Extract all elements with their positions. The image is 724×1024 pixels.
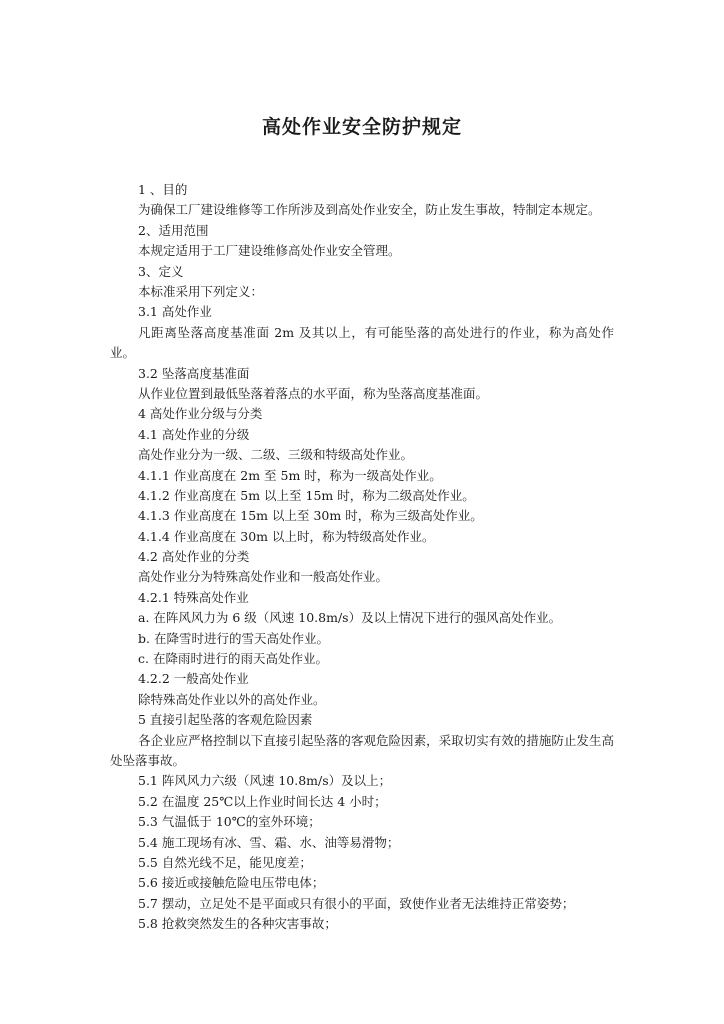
paragraph-line: 4.1.4 作业高度在 30m 以上时，称为特级高处作业。: [138, 528, 435, 544]
paragraph-line: 本标准采用下列定义：: [138, 283, 264, 299]
paragraph-line: 为确保工厂建设维修等工作所涉及到高处作业安全，防止发生事故，特制定本规定。: [138, 202, 601, 218]
paragraph-line: 4.1.2 作业高度在 5m 以上至 15m 时，称为二级高处作业。: [138, 487, 475, 503]
paragraph-line: 5 直接引起坠落的客观危险因素: [138, 712, 313, 728]
paragraph-line: 4.1 高处作业的分级: [138, 426, 250, 442]
paragraph-line: 4.2.1 特殊高处作业: [138, 589, 249, 605]
paragraph-line: 2、适用范围: [138, 222, 209, 238]
paragraph-line: c. 在降雨时进行的雨天高处作业。: [138, 651, 328, 667]
paragraph-line: 高处作业分为特殊高处作业和一般高处作业。: [138, 569, 389, 585]
document-body: [110, 180, 616, 935]
paragraph-line: 3.1 高处作业: [138, 304, 212, 320]
paragraph-line: a. 在阵风风力为 6 级（风速 10.8m/s）及以上情况下进行的强风高处作业。: [138, 610, 562, 626]
paragraph-line: 5.8 抢救突然发生的各种灾害事故；: [138, 916, 337, 932]
paragraph-line: 3、定义: [138, 263, 184, 279]
paragraph-line: 3.2 坠落高度基准面: [138, 365, 250, 381]
paragraph-line: 5.7 摆动，立足处不是平面或只有很小的平面，致使作业者无法维持正常姿势；: [138, 895, 575, 911]
paragraph-line: 4 高处作业分级与分类: [138, 406, 263, 422]
paragraph-line: 本规定适用于工厂建设维修高处作业安全管理。: [138, 243, 401, 259]
paragraph-line: 从作业位置到最低坠落着落点的水平面，称为坠落高度基准面。: [138, 385, 489, 401]
document-title: 高处作业安全防护规定: [261, 116, 462, 138]
paragraph-line: 4.1.3 作业高度在 15m 以上至 30m 时，称为三级高处作业。: [138, 508, 483, 524]
paragraph-line: 5.3 气温低于 10℃的室外环境；: [138, 814, 321, 830]
paragraph-line: 4.2.2 一般高处作业: [138, 671, 249, 687]
paragraph-line: 除特殊高处作业以外的高处作业。: [138, 691, 326, 707]
paragraph-line: b. 在降雪时进行的雪天高处作业。: [138, 630, 329, 646]
paragraph-line: 5.2 在温度 25℃以上作业时间长达 4 小时；: [138, 793, 387, 809]
paragraph-line: 5.1 阵风风力六级（风速 10.8m/s）及以上；: [138, 773, 392, 789]
paragraph-line: 高处作业分为一级、二级、三级和特级高处作业。: [138, 447, 414, 463]
paragraph-line: 5.4 施工现场有冰、雪、霜、水、油等易滑物；: [138, 834, 400, 850]
paragraph-line: 5.6 接近或接触危险电压带电体；: [138, 875, 325, 891]
paragraph-line: 4.1.1 作业高度在 2m 至 5m 时，称为一级高处作业。: [138, 467, 442, 483]
paragraph-line: 1 、目的: [138, 182, 188, 197]
paragraph-line: 凡距离坠落高度基准面 2m 及其以上，有可能坠落的高处进行的作业，称为高处作业。: [110, 324, 614, 361]
paragraph-line: 各企业应严格控制以下直接引起坠落的客观危险因素，采取切实有效的措施防止发生高处坠落事故。: [110, 732, 614, 768]
paragraph-line: 4.2 高处作业的分类: [138, 549, 250, 565]
paragraph-line: 5.5 自然光线不足，能见度差；: [138, 854, 312, 870]
